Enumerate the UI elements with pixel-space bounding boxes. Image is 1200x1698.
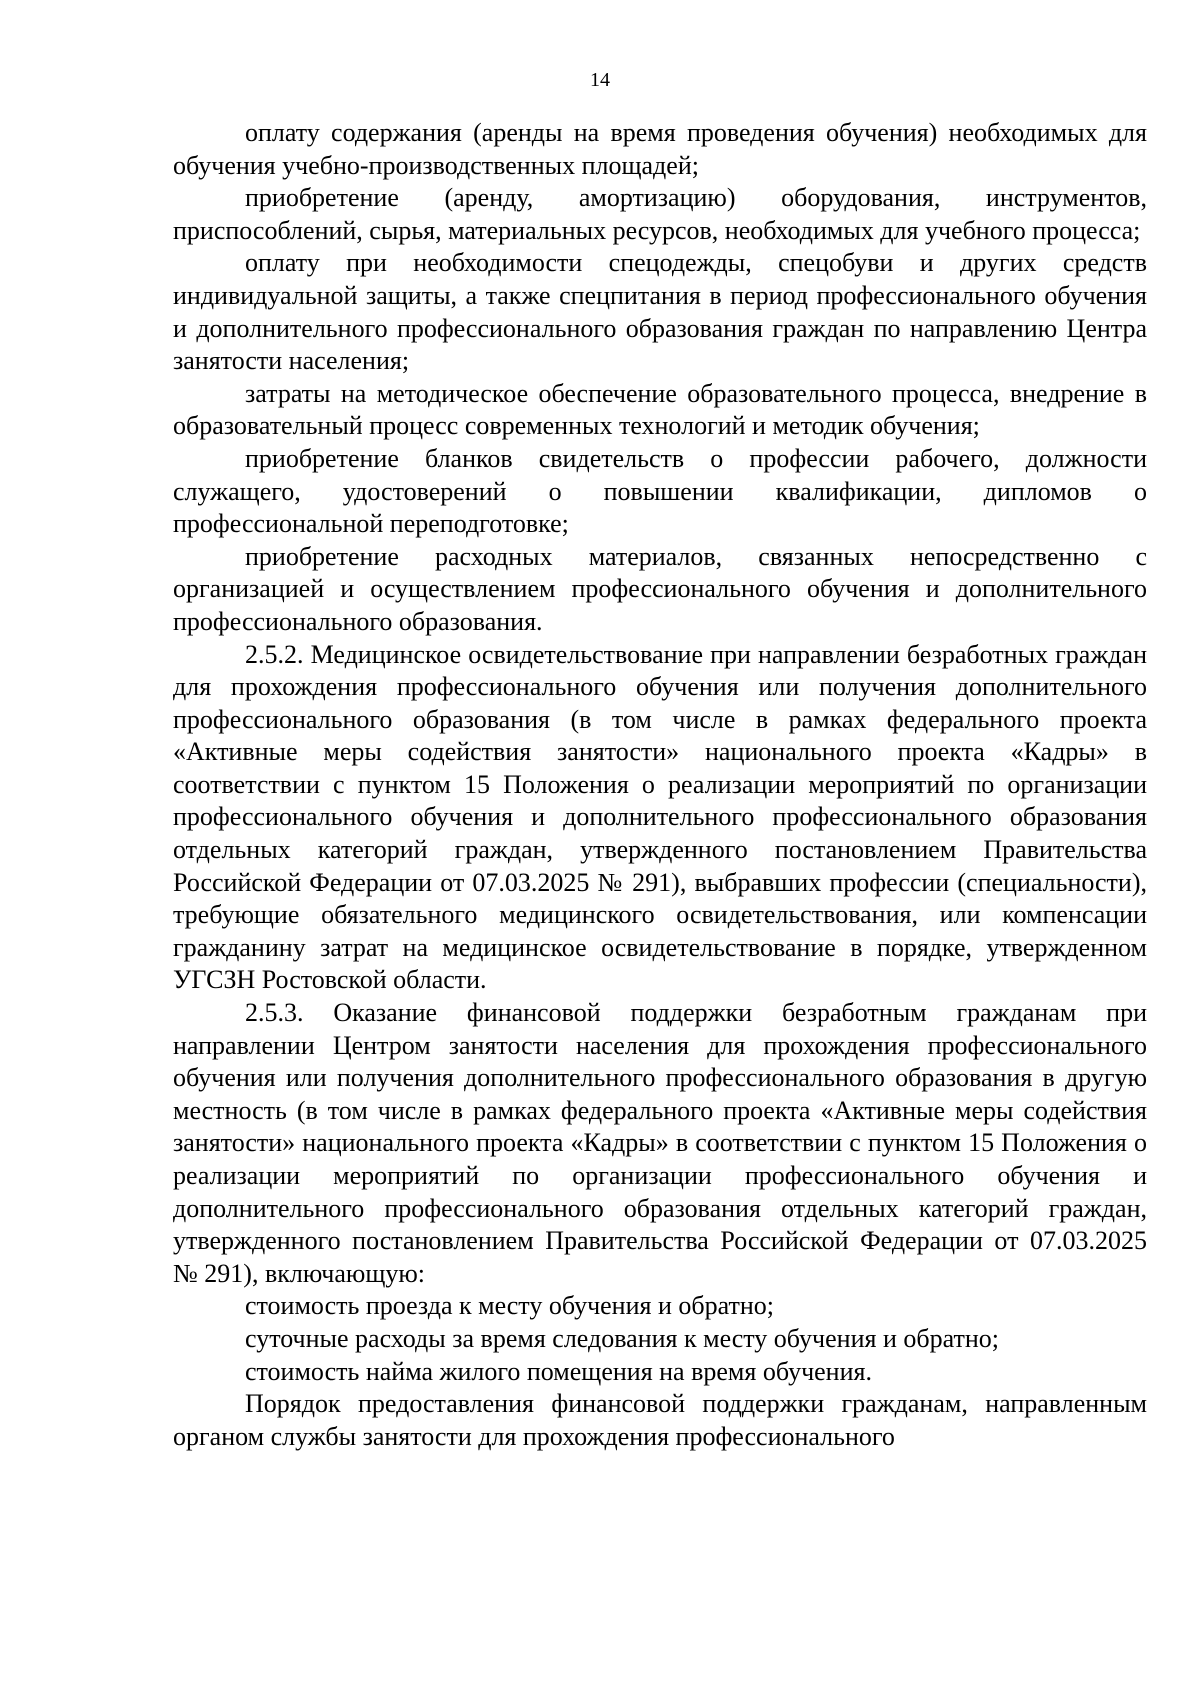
paragraph-certificate-blanks: приобретение бланков свидетельств о профессии рабочего, должности служащего, удостоверений о повышении квалификации, дипломов о профессиональной переподготовке;: [173, 443, 1147, 539]
section-2-5-2-medical-examination: 2.5.2. Медицинское освидетельствование при направлении безработных граждан для прохождения профессионального обучения или получения дополнительного профессионального образования (в том числе в рамках федерального проекта «Активные меры содействия занятости» национального проекта «Кадры» в соответствии с пунктом 15 Положения о реализации мероприятий по организации профессионального обучения и дополнительного профессионального образования отдельных категорий граждан, утвержденного постановлением Правительства Российской Федерации от 07.03.2025 № 291), выбравших профессии (специальности), требующие обязательного медицинского освидетельствования, или компенсации гражданину затрат на медицинское освидетельствование в порядке, утвержденном УГСЗН Ростовской области.: [173, 639, 1147, 995]
paragraph-equipment-purchase: приобретение (аренду, амортизацию) оборудования, инструментов, приспособлений, сырья, материальных ресурсов, необходимых для учебного процесса;: [173, 183, 1147, 245]
list-item-housing-cost: стоимость найма жилого помещения на время обучения.: [245, 1356, 872, 1386]
paragraph-support-procedure: Порядок предоставления финансовой поддержки гражданам, направленным органом службы занятости для прохождения профессионального: [173, 1389, 1147, 1451]
paragraph-protective-clothing: оплату при необходимости спецодежды, спецобуви и других средств индивидуальной защиты, а также спецпитания в период профессионального обучения и дополнительного профессионального образования граждан по направлению Центра занятости населения;: [173, 248, 1147, 376]
paragraph-methodical-costs: затраты на методическое обеспечение образовательного процесса, внедрение в образовательный процесс современных технологий и методик обучения;: [173, 378, 1147, 441]
page-number: 14: [590, 69, 610, 91]
list-item-daily-expenses: суточные расходы за время следования к месту обучения и обратно;: [245, 1323, 999, 1353]
document-body: [173, 117, 1147, 1453]
section-2-5-3-financial-support: 2.5.3. Оказание финансовой поддержки безработным гражданам при направлении Центром занятости населения для прохождения профессионального обучения или получения дополнительного профессионального образования в другую местность (в том числе в рамках федерального проекта «Активные меры содействия занятости» национального проекта «Кадры» в соответствии с пунктом 15 Положения о реализации мероприятий по организации профессионального обучения и дополнительного профессионального образования отдельных категорий граждан, утвержденного постановлением Правительства Российской Федерации от 07.03.2025 № 291), включающую:: [173, 998, 1147, 1288]
list-item-travel-cost: стоимость проезда к месту обучения и обратно;: [245, 1291, 774, 1321]
paragraph-rent-payment: оплату содержания (аренды на время проведения обучения) необходимых для обучения учебно-производственных площадей;: [173, 118, 1147, 180]
paragraph-consumables: приобретение расходных материалов, связанных непосредственно с организацией и осуществлением профессионального обучения и дополнительного профессионального образования.: [173, 541, 1147, 636]
